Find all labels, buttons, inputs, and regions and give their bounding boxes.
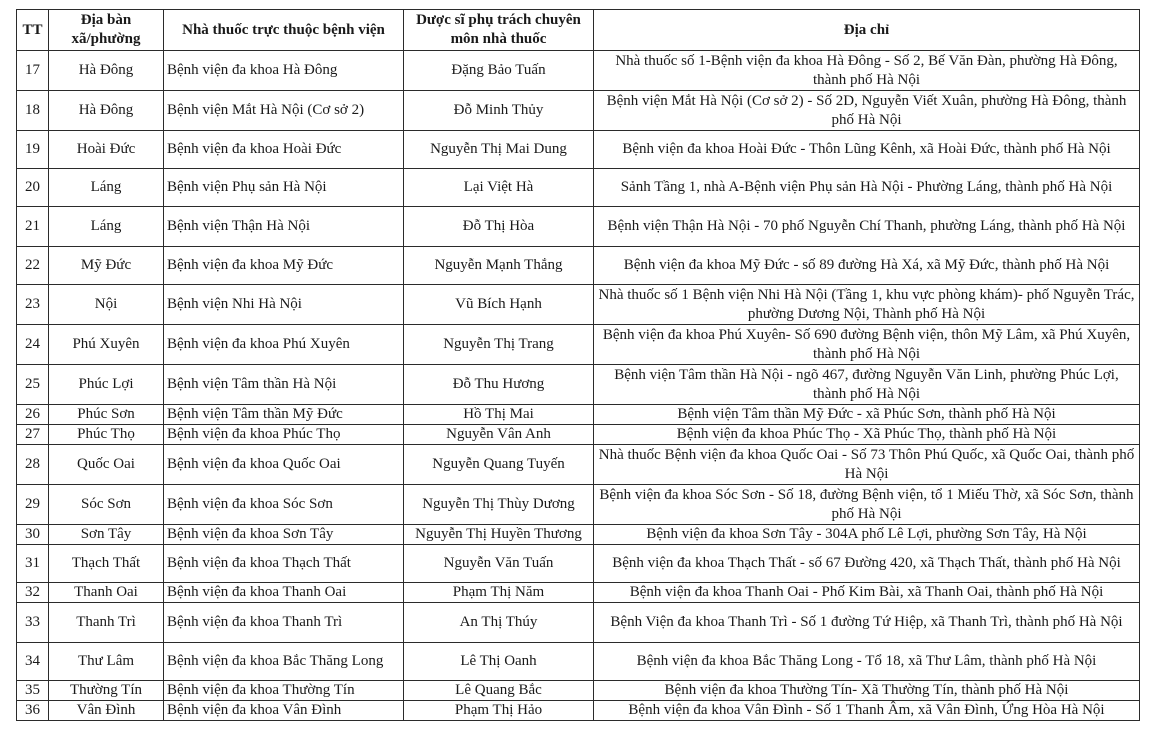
cell-pharmacist: An Thị Thúy (404, 603, 594, 643)
cell-area: Thư Lâm (49, 643, 164, 681)
cell-pharmacist: Đặng Bảo Tuấn (404, 51, 594, 91)
cell-hospital-pharmacy: Bệnh viện Nhi Hà Nội (164, 285, 404, 325)
cell-tt: 26 (17, 405, 49, 425)
cell-pharmacist: Nguyễn Thị Huyền Thương (404, 525, 594, 545)
table-header-row (17, 10, 1140, 51)
cell-area: Hà Đông (49, 91, 164, 131)
cell-tt: 21 (17, 207, 49, 247)
table-row (17, 207, 1140, 247)
cell-address: Bệnh viện đa khoa Vân Đình - Số 1 Thanh Âm, xã Vân Đình, Ứng Hòa Hà Nội (594, 701, 1140, 721)
cell-address: Bệnh viện đa khoa Sơn Tây - 304A phố Lê Lợi, phường Sơn Tây, Hà Nội (594, 525, 1140, 545)
cell-tt: 27 (17, 425, 49, 445)
cell-hospital-pharmacy: Bệnh viện đa khoa Sơn Tây (164, 525, 404, 545)
pharmacy-table (16, 9, 1140, 721)
table-row (17, 701, 1140, 721)
table-row (17, 603, 1140, 643)
cell-pharmacist: Vũ Bích Hạnh (404, 285, 594, 325)
cell-address: Bệnh viện Tâm thần Mỹ Đức - xã Phúc Sơn, thành phố Hà Nội (594, 405, 1140, 425)
cell-hospital-pharmacy: Bệnh viện đa khoa Bắc Thăng Long (164, 643, 404, 681)
cell-tt: 23 (17, 285, 49, 325)
table-row (17, 365, 1140, 405)
cell-pharmacist: Lê Thị Oanh (404, 643, 594, 681)
cell-hospital-pharmacy: Bệnh viện đa khoa Sóc Sơn (164, 485, 404, 525)
cell-area: Thường Tín (49, 681, 164, 701)
cell-hospital-pharmacy: Bệnh viện Tâm thần Mỹ Đức (164, 405, 404, 425)
table-row (17, 131, 1140, 169)
cell-tt: 31 (17, 545, 49, 583)
cell-hospital-pharmacy: Bệnh viện đa khoa Thanh Oai (164, 583, 404, 603)
cell-area: Mỹ Đức (49, 247, 164, 285)
cell-hospital-pharmacy: Bệnh viện đa khoa Hoài Đức (164, 131, 404, 169)
cell-tt: 32 (17, 583, 49, 603)
table-row (17, 425, 1140, 445)
table-row (17, 643, 1140, 681)
header-tt: TT (17, 10, 49, 51)
cell-hospital-pharmacy: Bệnh viện đa khoa Thanh Trì (164, 603, 404, 643)
cell-pharmacist: Đỗ Minh Thủy (404, 91, 594, 131)
cell-address: Bệnh viện đa khoa Bắc Thăng Long - Tổ 18, xã Thư Lâm, thành phố Hà Nội (594, 643, 1140, 681)
cell-pharmacist: Nguyễn Thị Trang (404, 325, 594, 365)
cell-pharmacist: Nguyễn Vân Anh (404, 425, 594, 445)
cell-area: Phúc Sơn (49, 405, 164, 425)
cell-address: Bệnh viện Thận Hà Nội - 70 phố Nguyễn Chí Thanh, phường Láng, thành phố Hà Nội (594, 207, 1140, 247)
cell-address: Bệnh viện đa khoa Thạch Thất - số 67 Đường 420, xã Thạch Thất, thành phố Hà Nội (594, 545, 1140, 583)
cell-area: Nội (49, 285, 164, 325)
cell-address: Bệnh viện đa khoa Thanh Oai - Phố Kim Bài, xã Thanh Oai, thành phố Hà Nội (594, 583, 1140, 603)
cell-area: Sóc Sơn (49, 485, 164, 525)
cell-address: Bệnh viện Tâm thần Hà Nội - ngõ 467, đường Nguyễn Văn Linh, phường Phúc Lợi, thành phố Hà Nội (594, 365, 1140, 405)
cell-tt: 25 (17, 365, 49, 405)
cell-address: Nhà thuốc số 1 Bệnh viện Nhi Hà Nội (Tầng 1, khu vực phòng khám)- phố Nguyễn Trác, phường Dương Nội, Thành phố Hà Nội (594, 285, 1140, 325)
table-row (17, 91, 1140, 131)
cell-tt: 36 (17, 701, 49, 721)
cell-pharmacist: Lại Việt Hà (404, 169, 594, 207)
cell-address: Sảnh Tầng 1, nhà A-Bệnh viện Phụ sản Hà Nội - Phường Láng, thành phố Hà Nội (594, 169, 1140, 207)
table-row (17, 681, 1140, 701)
cell-hospital-pharmacy: Bệnh viện đa khoa Phúc Thọ (164, 425, 404, 445)
cell-tt: 29 (17, 485, 49, 525)
cell-pharmacist: Nguyễn Mạnh Thắng (404, 247, 594, 285)
cell-hospital-pharmacy: Bệnh viện đa khoa Mỹ Đức (164, 247, 404, 285)
cell-hospital-pharmacy: Bệnh viện đa khoa Hà Đông (164, 51, 404, 91)
table-row (17, 325, 1140, 365)
cell-area: Hoài Đức (49, 131, 164, 169)
cell-hospital-pharmacy: Bệnh viện Phụ sản Hà Nội (164, 169, 404, 207)
cell-area: Vân Đình (49, 701, 164, 721)
table-row (17, 169, 1140, 207)
cell-pharmacist: Lê Quang Bắc (404, 681, 594, 701)
cell-pharmacist: Phạm Thị Năm (404, 583, 594, 603)
cell-hospital-pharmacy: Bệnh viện đa khoa Thường Tín (164, 681, 404, 701)
table-row (17, 247, 1140, 285)
cell-address: Bệnh viện đa khoa Sóc Sơn - Số 18, đường Bệnh viện, tổ 1 Miếu Thờ, xã Sóc Sơn, thành phố Hà Nội (594, 485, 1140, 525)
cell-area: Láng (49, 169, 164, 207)
cell-hospital-pharmacy: Bệnh viện đa khoa Thạch Thất (164, 545, 404, 583)
cell-address: Bệnh Viện đa khoa Thanh Trì - Số 1 đường Tứ Hiệp, xã Thanh Trì, thành phố Hà Nội (594, 603, 1140, 643)
cell-area: Sơn Tây (49, 525, 164, 545)
cell-address: Nhà thuốc Bệnh viện đa khoa Quốc Oai - Số 73 Thôn Phú Quốc, xã Quốc Oai, thành phố Hà Nội (594, 445, 1140, 485)
cell-hospital-pharmacy: Bệnh viện đa khoa Vân Đình (164, 701, 404, 721)
cell-area: Quốc Oai (49, 445, 164, 485)
table-row (17, 405, 1140, 425)
cell-tt: 24 (17, 325, 49, 365)
cell-tt: 17 (17, 51, 49, 91)
table-row (17, 445, 1140, 485)
table-row (17, 525, 1140, 545)
cell-pharmacist: Nguyễn Văn Tuấn (404, 545, 594, 583)
cell-tt: 35 (17, 681, 49, 701)
table-row (17, 485, 1140, 525)
cell-address: Nhà thuốc số 1-Bệnh viện đa khoa Hà Đông - Số 2, Bế Văn Đàn, phường Hà Đông, thành phố Hà Nội (594, 51, 1140, 91)
cell-hospital-pharmacy: Bệnh viện Tâm thần Hà Nội (164, 365, 404, 405)
cell-address: Bệnh viện Mắt Hà Nội (Cơ sở 2) - Số 2D, Nguyễn Viết Xuân, phường Hà Đông, thành phố Hà Nội (594, 91, 1140, 131)
cell-area: Phúc Thọ (49, 425, 164, 445)
cell-area: Phú Xuyên (49, 325, 164, 365)
cell-area: Thanh Trì (49, 603, 164, 643)
cell-tt: 19 (17, 131, 49, 169)
cell-pharmacist: Đỗ Thị Hòa (404, 207, 594, 247)
cell-pharmacist: Hồ Thị Mai (404, 405, 594, 425)
cell-hospital-pharmacy: Bệnh viện đa khoa Quốc Oai (164, 445, 404, 485)
cell-hospital-pharmacy: Bệnh viện Mắt Hà Nội (Cơ sở 2) (164, 91, 404, 131)
cell-address: Bệnh viện đa khoa Phú Xuyên- Số 690 đường Bệnh viện, thôn Mỹ Lâm, xã Phú Xuyên, thành phố Hà Nội (594, 325, 1140, 365)
table-row (17, 545, 1140, 583)
cell-address: Bệnh viện đa khoa Thường Tín- Xã Thường Tín, thành phố Hà Nội (594, 681, 1140, 701)
cell-pharmacist: Phạm Thị Hảo (404, 701, 594, 721)
table-row (17, 285, 1140, 325)
header-area: Địa bàn xã/phường (49, 10, 164, 51)
cell-tt: 33 (17, 603, 49, 643)
cell-address: Bệnh viện đa khoa Mỹ Đức - số 89 đường Hà Xá, xã Mỹ Đức, thành phố Hà Nội (594, 247, 1140, 285)
cell-area: Thanh Oai (49, 583, 164, 603)
table-row (17, 583, 1140, 603)
table-body (17, 51, 1140, 721)
header-pharmacist: Dược sĩ phụ trách chuyên môn nhà thuốc (404, 10, 594, 51)
cell-address: Bệnh viện đa khoa Hoài Đức - Thôn Lũng Kênh, xã Hoài Đức, thành phố Hà Nội (594, 131, 1140, 169)
cell-pharmacist: Đỗ Thu Hương (404, 365, 594, 405)
cell-tt: 28 (17, 445, 49, 485)
cell-tt: 18 (17, 91, 49, 131)
cell-pharmacist: Nguyễn Quang Tuyến (404, 445, 594, 485)
cell-hospital-pharmacy: Bệnh viện Thận Hà Nội (164, 207, 404, 247)
pharmacy-table-sheet (16, 9, 1139, 721)
cell-pharmacist: Nguyễn Thị Mai Dung (404, 131, 594, 169)
cell-hospital-pharmacy: Bệnh viện đa khoa Phú Xuyên (164, 325, 404, 365)
cell-tt: 30 (17, 525, 49, 545)
cell-area: Phúc Lợi (49, 365, 164, 405)
cell-tt: 34 (17, 643, 49, 681)
cell-area: Hà Đông (49, 51, 164, 91)
table-row (17, 51, 1140, 91)
cell-tt: 22 (17, 247, 49, 285)
cell-area: Thạch Thất (49, 545, 164, 583)
header-hospital-pharmacy: Nhà thuốc trực thuộc bệnh viện (164, 10, 404, 51)
cell-area: Láng (49, 207, 164, 247)
header-address: Địa chỉ (594, 10, 1140, 51)
cell-address: Bệnh viện đa khoa Phúc Thọ - Xã Phúc Thọ, thành phố Hà Nội (594, 425, 1140, 445)
cell-tt: 20 (17, 169, 49, 207)
cell-pharmacist: Nguyễn Thị Thùy Dương (404, 485, 594, 525)
